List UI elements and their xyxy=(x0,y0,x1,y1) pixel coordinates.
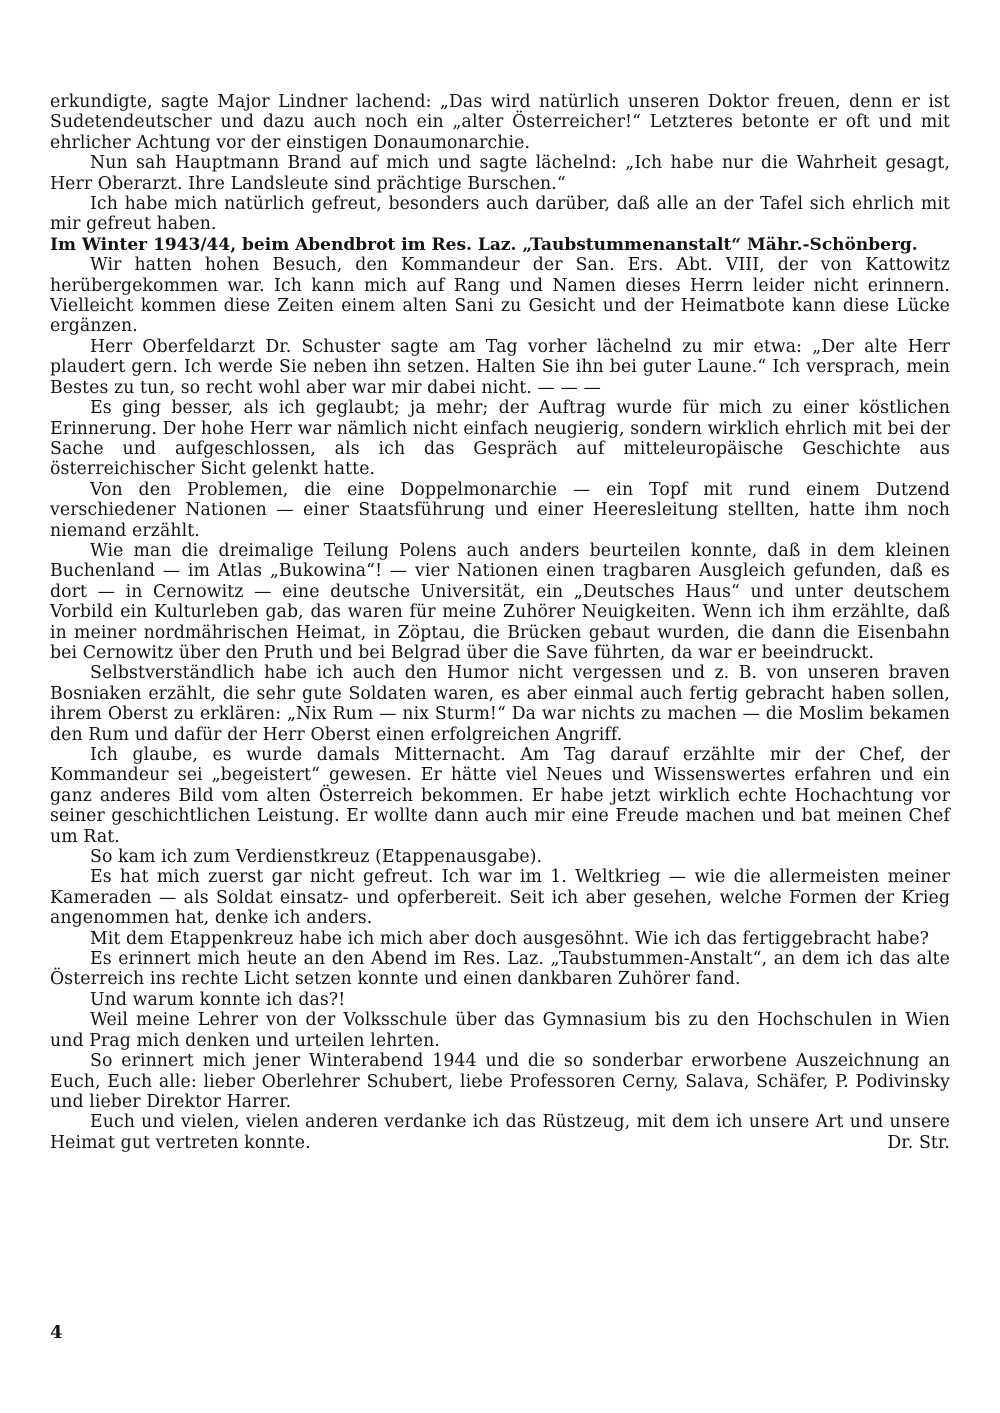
paragraph: Selbstverständlich habe ich auch den Humor nicht vergessen und z. B. von unseren braven Bosniaken erzählt, die sehr gute Soldaten waren, es aber einmal auch fertig gebracht haben sollen, ihrem Oberst zu erklären: „Nix Rum — nix Sturm!“ Da war nichts zu machen — die Moslim bekamen den Rum und dafür der Herr Oberst einen erfolgreichen Angriff. xyxy=(50,663,950,745)
paragraph: Es hat mich zuerst gar nicht gefreut. Ich war im 1. Weltkrieg — wie die allermeisten meiner Kameraden — als Soldat einsatz- und opferbereit. Seit ich aber gesehen, welche Formen der Krieg angenommen hat, denke ich anders. xyxy=(50,867,950,929)
section-heading: Im Winter 1943/44, beim Abendbrot im Res. Laz. „Taubstummenanstalt“ Mähr.-Schönberg. xyxy=(50,234,918,255)
paragraph: Und warum konnte ich das?! xyxy=(90,989,346,1010)
paragraph: Es erinnert mich heute an den Abend im Res. Laz. „Taubstummen-Anstalt“, an dem ich das alte Österreich ins rechte Licht setzen konnte und einen dankbaren Zuhörer fand. xyxy=(50,949,950,990)
paragraph: Wir hatten hohen Besuch, den Kommandeur der San. Ers. Abt. VIII, der von Kattowitz herübergekommen war. Ich kann mich auf Rang und Namen dieses Herrn leider nicht erinnern. Vielleicht kommen diese Zeiten einem alten Sani zu Gesicht und der Heimatbote kann diese Lücke ergänzen. xyxy=(50,255,950,337)
paragraph: Herr Oberfeldarzt Dr. Schuster sagte am Tag vorher lächelnd zu mir etwa: „Der alte Herr plaudert gern. Ich werde Sie neben ihn setzen. Halten Sie ihn bei guter Laune.“ Ich versprach, mein Bestes zu tun, so recht wohl aber war mir dabei nicht. — — — xyxy=(50,336,950,398)
paragraph: Von den Problemen, die eine Doppelmonarchie — ein Topf mit rund einem Dutzend verschiedener Nationen — einer Staatsführung und einer Heeresleitung stellten, hatte ihm noch niemand erzählt. xyxy=(50,479,950,541)
paragraph: So erinnert mich jener Winterabend 1944 und die so sonderbar erworbene Auszeichnung an Euch, Euch alle: lieber Oberlehrer Schubert, liebe Professoren Cerny, Salava, Schäfer, P. Podivinsky und lieber Direktor Harrer. xyxy=(50,1051,950,1112)
paragraph: Es ging besser, als ich geglaubt; ja mehr; der Auftrag wurde für mich zu einer köstlichen Erinnerung. Der hohe Herr war nämlich nicht einfach neugierig, sondern wirklich ehrlich mit bei der Sache und aufgeschlossen, als ich das Gespräch auf mitteleuropäische Geschichte aus österreichischer Sicht gelenkt hatte. xyxy=(50,398,951,480)
paragraph: So kam ich zum Verdienstkreuz (Etappenausgabe). xyxy=(90,847,543,868)
author-signature: Dr. Str. xyxy=(887,1132,950,1153)
paragraph: Ich glaube, es wurde damals Mitternacht. Am Tag darauf erzählte mir der Chef, der Kommandeur sei „begeistert“ gewesen. Er hätte viel Neues und Wissenswertes erfahren und ein ganz anderes Bild vom alten Österreich bekommen. Er habe jetzt wirklich echte Hochachtung vor seiner geschichtlichen Leistung. Er wollte dann auch mir eine Freude machen und bat meinen Chef um Rat. xyxy=(50,745,950,847)
paragraph-text: Euch und vielen, vielen anderen verdanke ich das Rüstzeug, mit dem ich unsere Art und unsere Heimat gut vertreten konnte. xyxy=(50,1112,950,1153)
body-text xyxy=(50,92,950,1153)
paragraph: Weil meine Lehrer von der Volksschule über das Gymnasium bis zu den Hochschulen in Wien und Prag mich denken und urteilen lehrten. xyxy=(50,1010,950,1051)
paragraph: Wie man die dreimalige Teilung Polens auch anders beurteilen konnte, daß in dem kleinen Buchenland — im Atlas „Bukowina“! — vier Nationen einen tragbaren Ausgleich gefunden, daß es dort — in Cernowitz — eine deutsche Universität, ein „Deutsches Haus“ und unter deutschem Vorbild ein Kulturleben gab, das waren für meine Zuhörer Neuigkeiten. Wenn ich ihm erzählte, daß in meiner nordmährischen Heimat, in Zöptau, die Brücken gebaut wurden, die dann die Eisenbahn bei Cernowitz über den Pruth und bei Belgrad über die Save führten, da war er beeindruckt. xyxy=(50,540,950,663)
closing-paragraph xyxy=(50,1112,950,1153)
paragraph: erkundigte, sagte Major Lindner lachend: „Das wird natürlich unseren Doktor freuen, denn er ist Sudetendeutscher und dazu auch noch ein „alter Österreicher!“ Letzteres betonte er oft und mit ehrlicher Achtung vor der einstigen Donaumonarchie. xyxy=(50,92,950,153)
paragraph: Ich habe mich natürlich gefreut, besonders auch darüber, daß alle an der Tafel sich ehrlich mit mir gefreut haben. xyxy=(50,194,950,235)
page-number: 4 xyxy=(50,1322,63,1343)
paragraph: Mit dem Etappenkreuz habe ich mich aber doch ausgesöhnt. Wie ich das fertiggebracht habe? xyxy=(90,928,930,949)
paragraph: Nun sah Hauptmann Brand auf mich und sagte lächelnd: „Ich habe nur die Wahrheit gesagt, Herr Oberarzt. Ihre Landsleute sind prächtige Burschen.“ xyxy=(50,153,950,194)
